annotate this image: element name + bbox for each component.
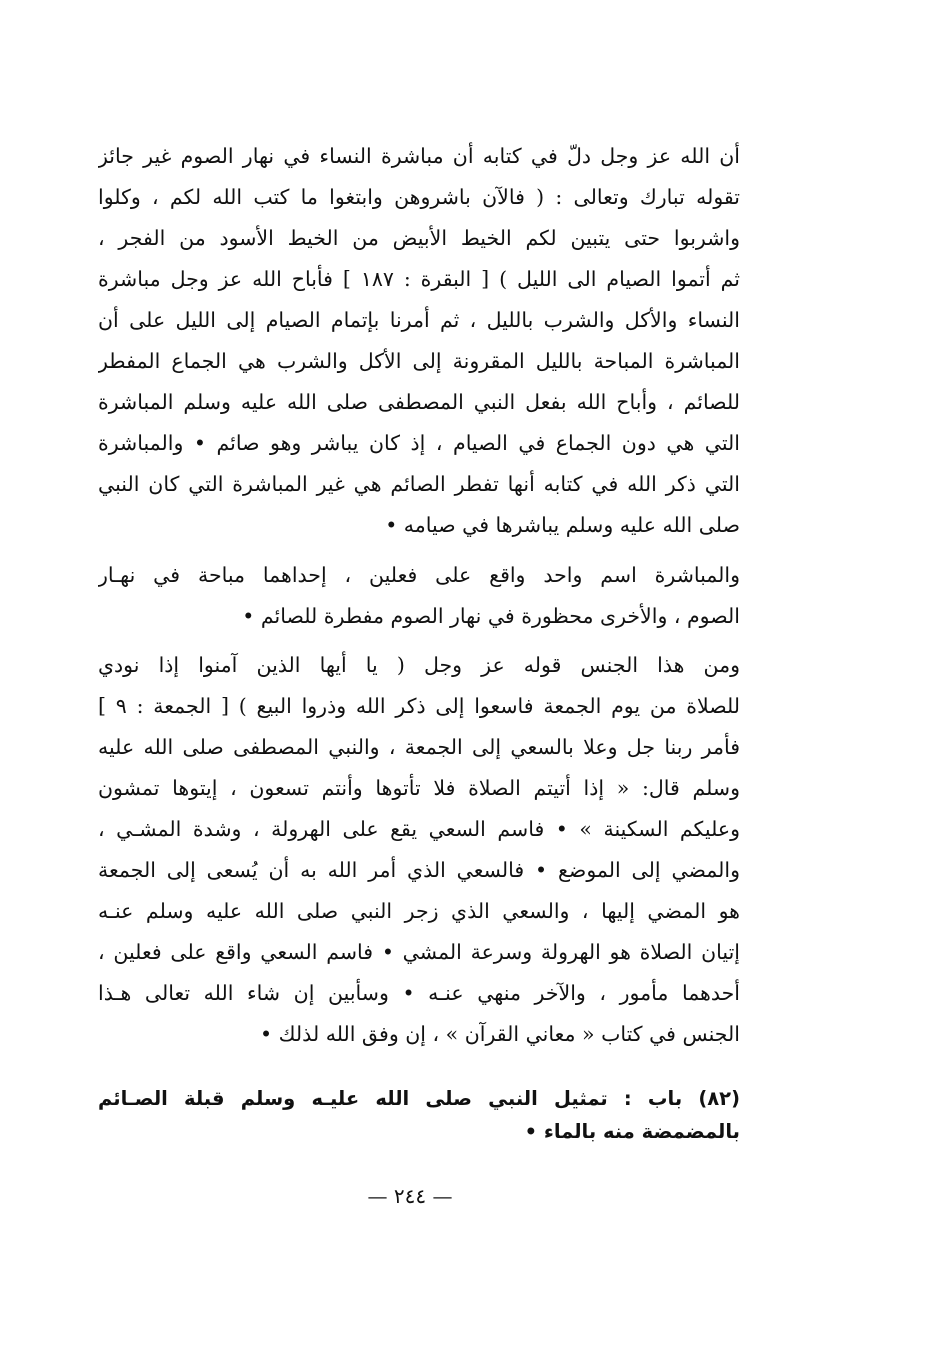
text-line: والمضي إلى الموضع • فالسعي الذي أمر الله به أن يُسعى إلى الجمعة <box>98 858 740 882</box>
text-line: أن الله عز وجل دلّ في كتابه أن مباشرة النساء في نهار الصوم غير جائز <box>98 144 740 168</box>
text-line: ومن هذا الجنس قوله عز وجل ( يا أيها الذين آمنوا إذا نودي <box>98 653 740 677</box>
heading-line: بالمضمضة منه بالماء • <box>524 1120 740 1143</box>
text-line: التي ذكر الله في كتابه أنها تفطر الصائم هي غير المباشرة التي كان النبي <box>98 472 740 496</box>
text-line: فأمر ربنا جل وعلا بالسعي إلى الجمعة ، والنبي المصطفى صلى الله عليه <box>98 735 740 759</box>
chapter-heading <box>98 1082 740 1148</box>
text-line: تقوله تبارك وتعالى : ( فالآن باشروهن وابتغوا ما كتب الله لكم ، وكلوا <box>98 185 740 209</box>
heading-line: (٨٢) باب : تمثيل النبي صلى الله عليـه وسلم قبلة الصـائم <box>98 1087 740 1110</box>
text-line: للصلاة من يوم الجمعة فاسعوا إلى ذكر الله وذروا البيع ) [ الجمعة : ٩ ] <box>98 694 740 718</box>
paragraph-friday-prayer-saee <box>98 645 740 1055</box>
paragraph-mubashara-two-meanings <box>98 555 740 637</box>
text-line: ثم أتموا الصيام الى الليل ) [ البقرة : ١٨٧ ] فأباح الله عز وجل مباشرة <box>98 267 740 291</box>
text-line: للصائم ، وأباح الله بفعل النبي المصطفى صلى الله عليه وسلم المباشرة <box>98 390 740 414</box>
text-line: أحدهما مأمور ، والآخر منهي عنـه • وسأبين إن شاء الله تعالى هـذا <box>98 981 740 1005</box>
text-line: إتيان الصلاة هو الهرولة وسرعة المشي • فاسم السعي واقع على فعلين ، <box>98 940 740 964</box>
text-line: والمباشرة اسم واحد واقع على فعلين ، إحداهما مباحة في نهـار <box>98 563 740 587</box>
text-line: صلى الله عليه وسلم يباشرها في صيامه • <box>385 513 740 537</box>
text-line: النساء والأكل والشرب بالليل ، ثم أمرنا بإتمام الصيام إلى الليل على أن <box>98 308 740 332</box>
text-line: التي هي دون الجماع في الصيام ، إذ كان يباشر وهو صائم • والمباشرة <box>98 431 740 455</box>
page-number: — ٢٤٤ — <box>367 1184 453 1208</box>
text-line: وعليكم السكينة » • فاسم السعي يقع على الهرولة ، وشدة المشـي ، <box>98 817 740 841</box>
text-line: الصوم ، والأخرى محظورة في نهار الصوم مفطرة للصائم • <box>242 604 740 628</box>
text-line: المباشرة المباحة بالليل المقرونة إلى الأكل والشرب هي الجماع المفطر <box>98 349 740 373</box>
text-line: وسلم قال: « إذا أتيتم الصلاة فلا تأتوها وأنتم تسعون ، إيتوها تمشون <box>98 776 740 800</box>
text-line: واشربوا حتى يتبين لكم الخيط الأبيض من الخيط الأسود من الفجر ، <box>98 226 740 250</box>
text-line: هو المضي إليها ، والسعي الذي زجر النبي صلى الله عليه وسلم عنـه <box>98 899 740 923</box>
text-line: الجنس في كتاب « معاني القرآن » ، إن وفق الله لذلك • <box>260 1022 740 1046</box>
paragraph-sexual-contact-while-fasting <box>98 136 740 546</box>
